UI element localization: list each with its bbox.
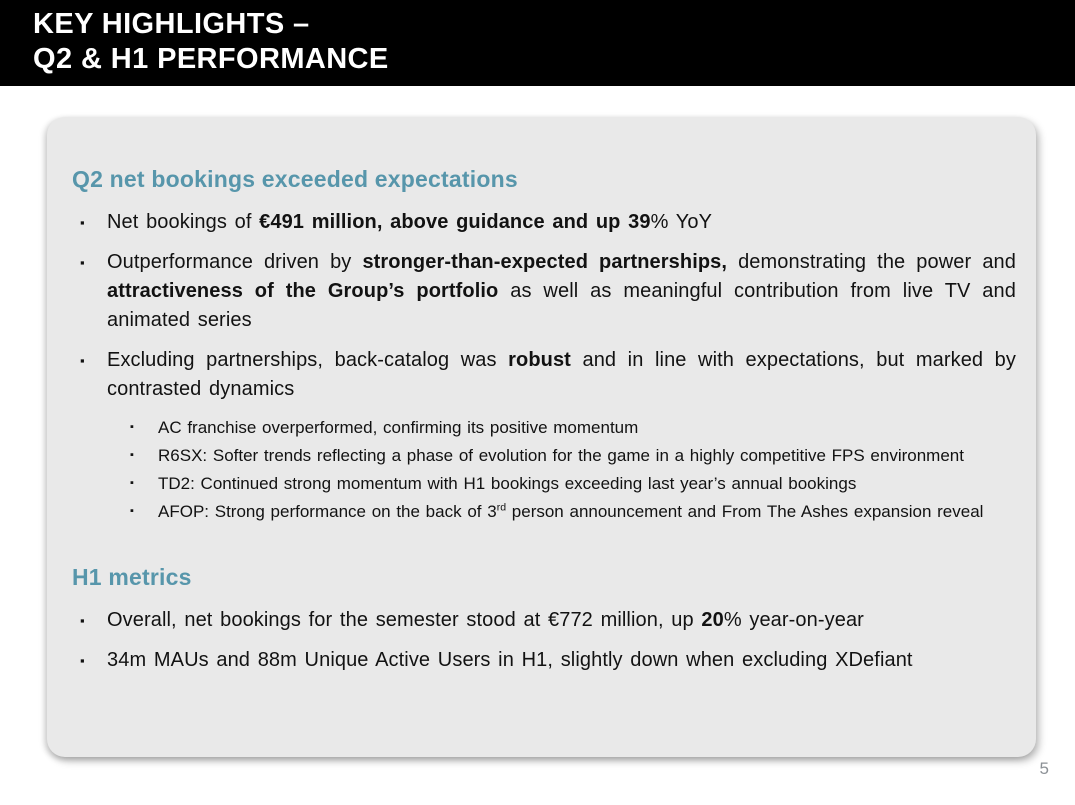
bullet-square-icon: ▪ (80, 653, 85, 668)
sub-bullet-item (72, 499, 1016, 524)
slide-title-line-1: KEY HIGHLIGHTS – (33, 8, 310, 40)
sub-bullet-item (72, 471, 1016, 496)
bullet-text: Excluding partnerships, back-catalog was robust and in line with expectations, but marked by contrasted dynamics (107, 349, 1016, 400)
page-number: 5 (1039, 759, 1049, 778)
bullet-square-icon: ▪ (80, 215, 85, 230)
bullet-square-icon: ▪ (130, 505, 134, 517)
bullet-item (72, 646, 1016, 675)
bullet-item (72, 208, 1016, 237)
bullet-square-icon: ▪ (80, 255, 85, 270)
bullet-square-icon: ▪ (130, 421, 134, 433)
bullet-square-icon: ▪ (130, 449, 134, 461)
bullet-item (72, 606, 1016, 635)
bullet-text: TD2: Continued strong momentum with H1 bookings exceeding last year’s annual bookings (158, 474, 857, 493)
content-card (47, 117, 1036, 757)
sub-bullet-item (72, 415, 1016, 440)
bullet-square-icon: ▪ (80, 353, 85, 368)
slide-title-line-2: Q2 & H1 PERFORMANCE (33, 43, 389, 75)
bullet-item (72, 248, 1016, 335)
section-heading: Q2 net bookings exceeded expectations (72, 166, 518, 192)
card-sections (72, 166, 1016, 675)
section-heading: H1 metrics (72, 564, 192, 590)
bullet-text: AC franchise overperformed, confirming its positive momentum (158, 418, 639, 437)
slide-title-banner (0, 0, 1075, 86)
bullet-square-icon: ▪ (80, 613, 85, 628)
bullet-text: Overall, net bookings for the semester stood at €772 million, up 20% year-on-year (107, 609, 864, 631)
bullet-text: R6SX: Softer trends reflecting a phase of evolution for the game in a highly competitive FPS environment (158, 446, 964, 465)
section-q2-net-bookings (72, 166, 1016, 524)
sub-bullet-item (72, 443, 1016, 468)
bullet-text: AFOP: Strong performance on the back of 3rd person announcement and From The Ashes expansion reveal (158, 501, 984, 521)
bullet-square-icon: ▪ (130, 477, 134, 489)
section-h1-metrics (72, 564, 1016, 675)
bullet-text: 34m MAUs and 88m Unique Active Users in H1, slightly down when excluding XDefiant (107, 649, 913, 671)
bullet-text: Net bookings of €491 million, above guidance and up 39% YoY (107, 211, 713, 233)
bullet-item (72, 346, 1016, 404)
bullet-text: Outperformance driven by stronger-than-expected partnerships, demonstrating the power and attractiveness of the Group’s portfolio as well as meaningful contribution from live TV and animated series (107, 251, 1016, 331)
